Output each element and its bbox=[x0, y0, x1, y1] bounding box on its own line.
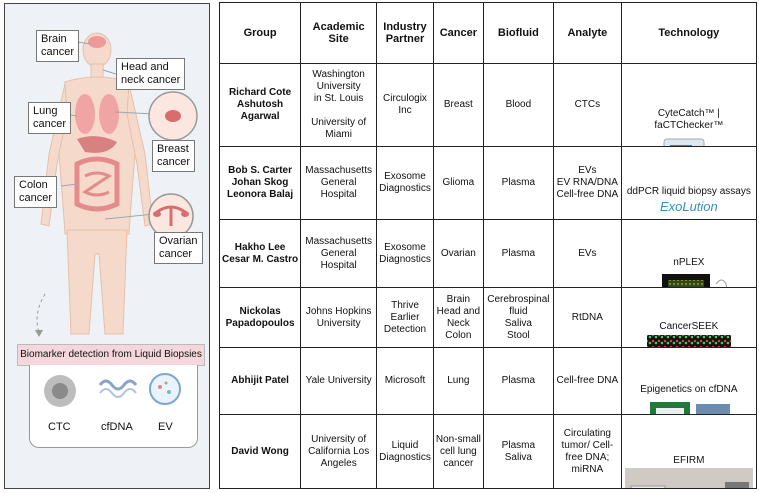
cell-partner: Thrive Earlier Detection bbox=[377, 288, 434, 348]
cell-analyte: CTCs bbox=[553, 64, 621, 147]
label-lung-cancer: Lung cancer bbox=[28, 102, 71, 134]
header-analyte: Analyte bbox=[553, 3, 621, 64]
technology-label: ddPCR liquid biopsy assays bbox=[626, 186, 751, 197]
cell-group: Richard Cote Ashutosh Agarwal bbox=[220, 64, 301, 147]
cytecatch-device-image bbox=[654, 135, 724, 147]
header-technology: Technology bbox=[621, 3, 756, 64]
epigenetics-chip-image bbox=[644, 398, 734, 415]
cell-technology bbox=[621, 288, 756, 348]
cell-site: Washington University in St. Louis University of Miami bbox=[301, 64, 377, 147]
brain-organ bbox=[88, 36, 106, 48]
cell-cancer: Glioma bbox=[433, 147, 483, 220]
cell-biofluid: Blood bbox=[483, 64, 553, 147]
efirm-lab-image bbox=[625, 468, 753, 489]
cancerseek-array-image bbox=[645, 333, 733, 348]
table-row bbox=[220, 348, 757, 415]
header-biofluid: Biofluid bbox=[483, 3, 553, 64]
header-academic-site: Academic Site bbox=[301, 3, 377, 64]
biomarker-title: Biomarker detection from Liquid Biopsies bbox=[17, 344, 205, 366]
cell-group: Hakho Lee Cesar M. Castro bbox=[220, 220, 301, 288]
cell-site: Johns Hopkins University bbox=[301, 288, 377, 348]
cell-analyte: Circulating tumor/ Cell- free DNA; miRNA bbox=[553, 415, 621, 489]
label-brain-cancer: Brain cancer bbox=[36, 30, 79, 62]
cfdna-icon bbox=[100, 381, 136, 397]
cell-group: Nickolas Papadopoulos bbox=[220, 288, 301, 348]
cell-analyte: EVs bbox=[553, 220, 621, 288]
cell-technology bbox=[621, 220, 756, 288]
header-row bbox=[220, 3, 757, 64]
header-cancer: Cancer bbox=[433, 3, 483, 64]
label-colon-cancer: Colon cancer bbox=[14, 176, 57, 208]
cell-site: Massachusetts General Hospital bbox=[301, 220, 377, 288]
cell-technology bbox=[621, 64, 756, 147]
cell-analyte: Cell-free DNA bbox=[553, 348, 621, 415]
cell-partner: Exosome Diagnostics bbox=[377, 147, 434, 220]
cell-biofluid: Plasma bbox=[483, 147, 553, 220]
ev-icon bbox=[150, 374, 180, 404]
ev-label: EV bbox=[158, 421, 173, 433]
cell-biofluid: Plasma bbox=[483, 348, 553, 415]
nplex-chip-image bbox=[644, 270, 734, 288]
table-row bbox=[220, 64, 757, 147]
cell-technology bbox=[621, 348, 756, 415]
cell-biofluid: Plasma bbox=[483, 220, 553, 288]
cell-cancer: Lung bbox=[433, 348, 483, 415]
header-group: Group bbox=[220, 3, 301, 64]
cell-analyte: EVs EV RNA/DNA Cell-free DNA bbox=[553, 147, 621, 220]
table-row bbox=[220, 288, 757, 348]
exolution-logo: ExoLution bbox=[659, 199, 718, 214]
cell-analyte: RtDNA bbox=[553, 288, 621, 348]
technology-label: CancerSEEK bbox=[659, 320, 719, 332]
biomarker-box bbox=[29, 365, 198, 448]
anatomy-panel bbox=[4, 3, 210, 489]
label-ovarian-cancer: Ovarian cancer bbox=[154, 232, 203, 264]
ctc-label: CTC bbox=[48, 421, 71, 433]
cell-cancer: Non-small cell lung cancer bbox=[433, 415, 483, 489]
technology-label: nPLEX bbox=[673, 256, 705, 268]
label-breast-cancer: Breast cancer bbox=[152, 140, 195, 172]
cell-site: Yale University bbox=[301, 348, 377, 415]
cell-site: Massachusetts General Hospital bbox=[301, 147, 377, 220]
cell-group: Bob S. Carter Johan Skog Leonora Balaj bbox=[220, 147, 301, 220]
table-row bbox=[220, 415, 757, 489]
cell-biofluid: Cerebrospinal fluid Saliva Stool bbox=[483, 288, 553, 348]
cell-biofluid: Plasma Saliva bbox=[483, 415, 553, 489]
cell-site: University of California Los Angeles bbox=[301, 415, 377, 489]
ctc-icon bbox=[44, 375, 76, 407]
technology-label: EFIRM bbox=[673, 454, 705, 466]
cell-partner: Liquid Diagnostics bbox=[377, 415, 434, 489]
header-industry-partner: Industry Partner bbox=[377, 3, 434, 64]
cell-group: David Wong bbox=[220, 415, 301, 489]
cell-cancer: Breast bbox=[433, 64, 483, 147]
cell-partner: Microsoft bbox=[377, 348, 434, 415]
table-row bbox=[220, 147, 757, 220]
technology-label: CyteCatch™ | faCTChecker™ bbox=[654, 108, 724, 131]
cell-group: Abhijit Patel bbox=[220, 348, 301, 415]
cfdna-label: cfDNA bbox=[101, 421, 133, 433]
cell-technology bbox=[621, 415, 756, 489]
label-head-neck-cancer: Head and neck cancer bbox=[116, 58, 185, 90]
technology-label: Epigenetics on cfDNA bbox=[640, 384, 738, 395]
cell-partner: Circulogix Inc bbox=[377, 64, 434, 147]
cell-cancer: Ovarian bbox=[433, 220, 483, 288]
liquid-biopsy-table bbox=[219, 2, 757, 489]
cell-cancer: Brain Head and Neck Colon bbox=[433, 288, 483, 348]
table-row bbox=[220, 220, 757, 288]
lung-organ bbox=[75, 94, 95, 134]
cell-partner: Exosome Diagnostics bbox=[377, 220, 434, 288]
cell-technology bbox=[621, 147, 756, 220]
